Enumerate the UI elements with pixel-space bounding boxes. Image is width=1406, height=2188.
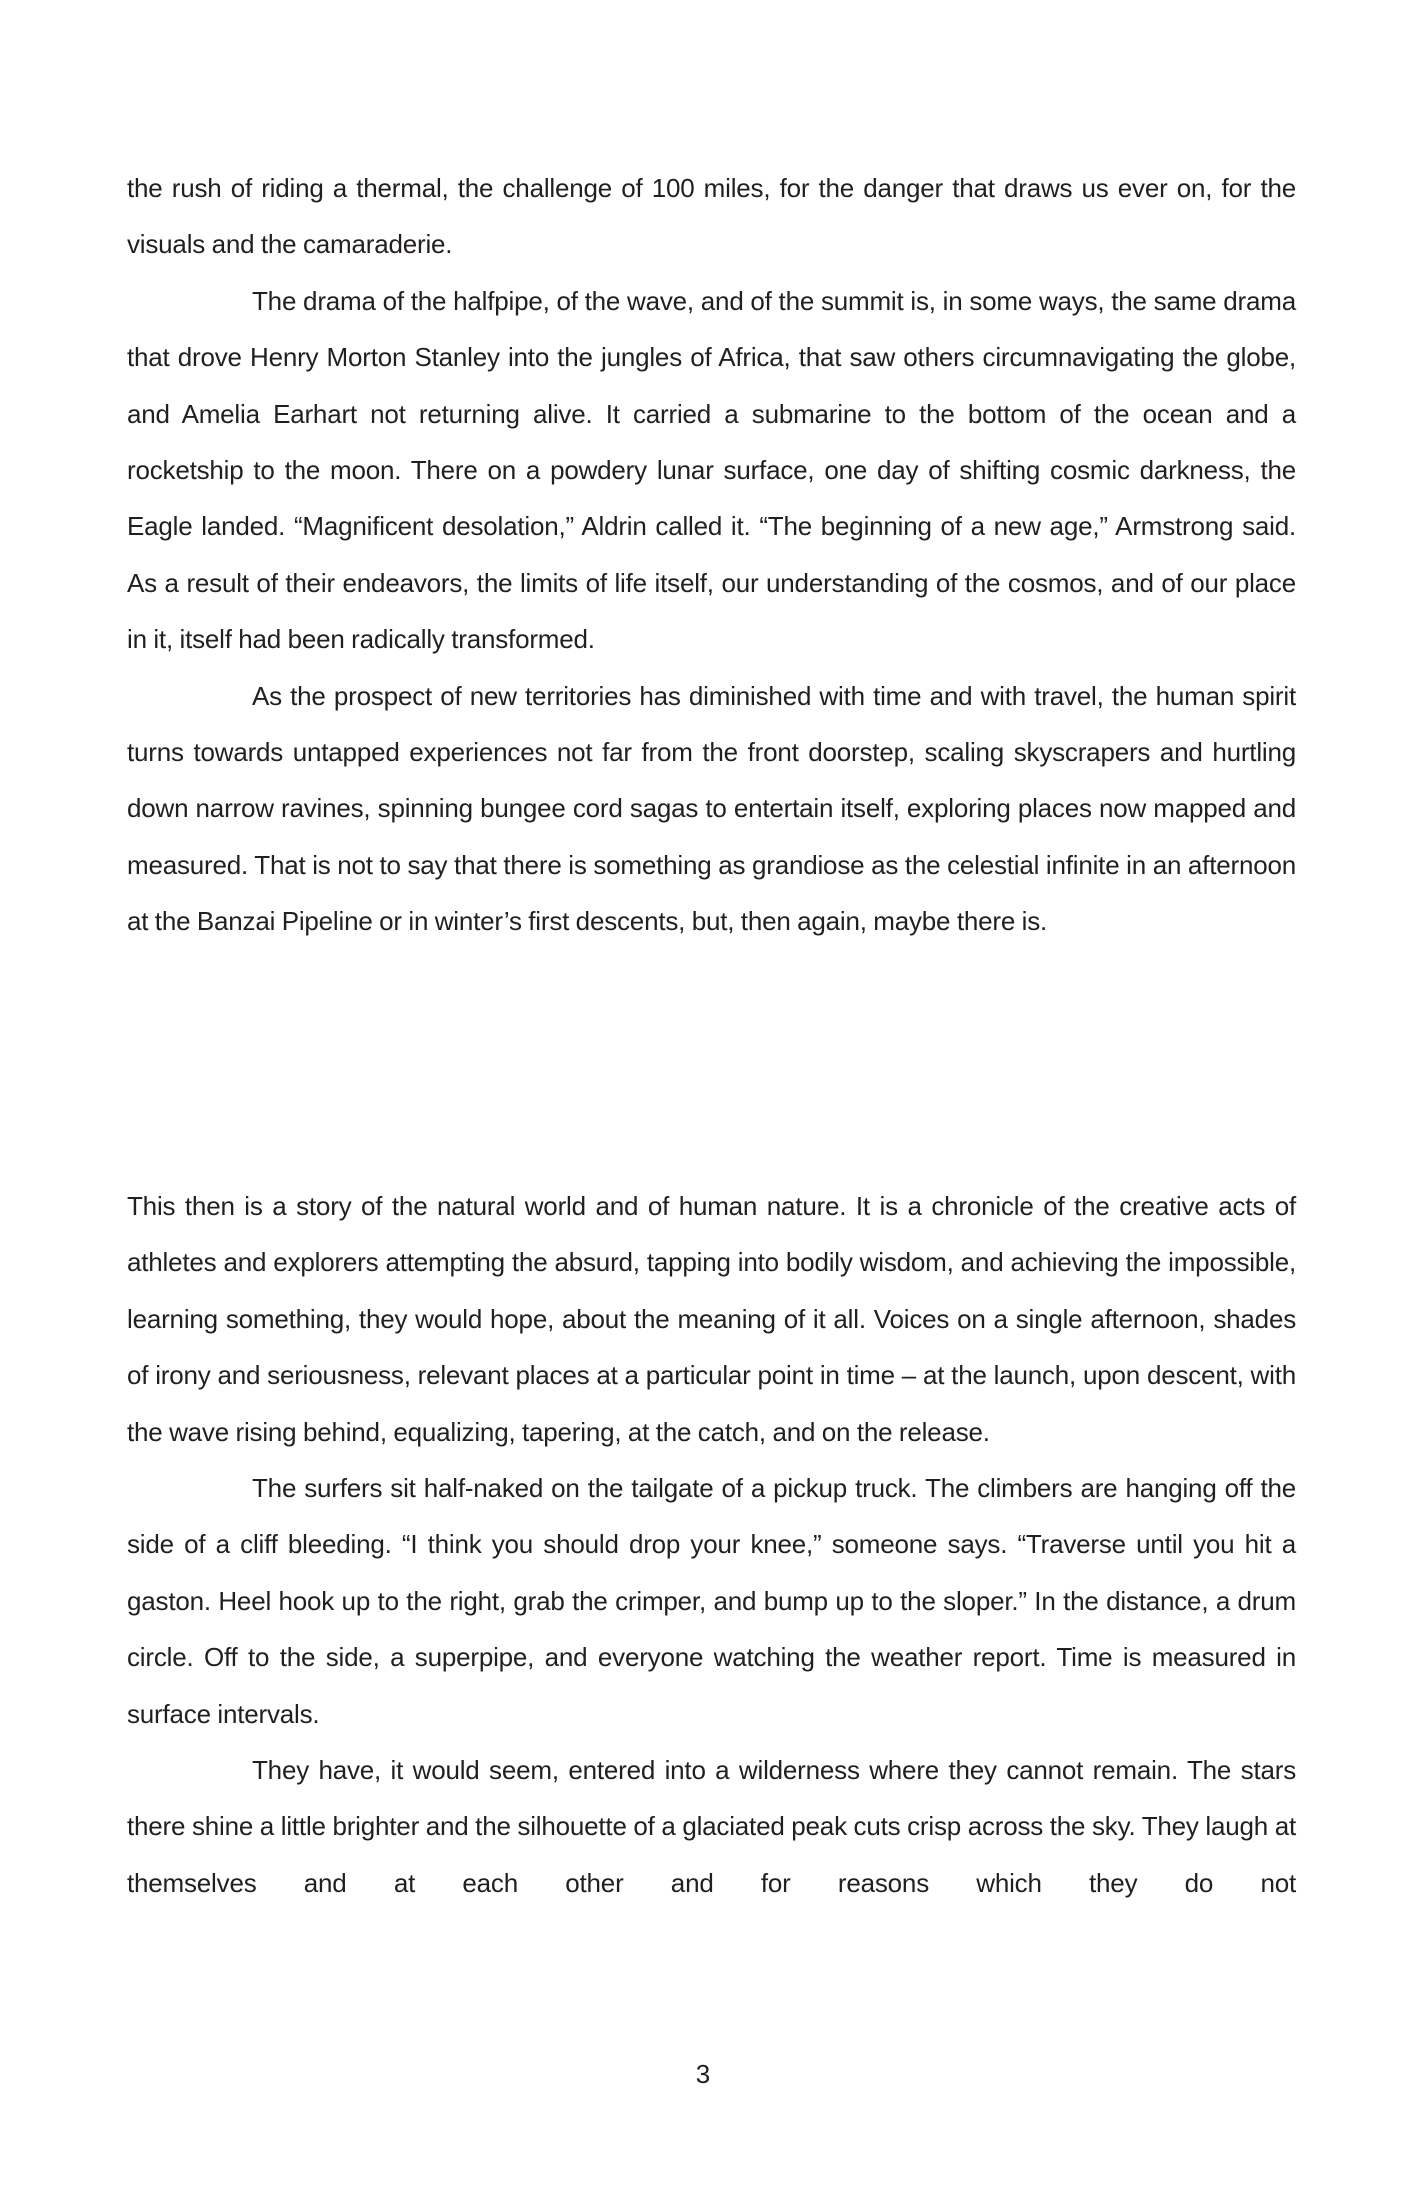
document-page — [127, 0, 1296, 2188]
paragraph-halfpipe-drama: The drama of the halfpipe, of the wave, and of the summit is, in some ways, the same drama that drove Henry Morton Stanley into the jungles of Africa, that saw others circumnavigating the globe, and Amelia Earhart not returning alive. It carried a submarine to the bottom of the ocean and a rocketship to the moon. There on a powdery lunar surface, one day of shifting cosmic darkness, the Eagle landed. “Magnificent desolation,” Aldrin called it. “The beginning of a new age,” Armstrong said. As a result of their endeavors, the limits of life itself, our understanding of the cosmos, and of our place in it, itself had been radically transformed. — [127, 285, 1296, 655]
paragraph-new-territories: As the prospect of new territories has diminished with time and with travel, the human spirit turns towards untapped experiences not far from the front doorstep, scaling skyscrapers and hurtling down narrow ravines, spinning bungee cord sagas to entertain itself, exploring places now mapped and measured. That is not to say that there is something as grandiose as the celestial infinite in an afternoon at the Banzai Pipeline or in winter’s first descents, but, then again, maybe there is. — [127, 680, 1296, 937]
page-number: 3 — [695, 2059, 711, 2089]
text-section-one — [127, 160, 1296, 950]
paragraph-story-intro: This then is a story of the natural world and of human nature. It is a chronicle of the creative acts of athletes and explorers attempting the absurd, tapping into bodily wisdom, and achieving the impossible, learning something, they would hope, about the meaning of it all. Voices on a single afternoon, shades of irony and seriousness, relevant places at a particular point in time – at the launch, upon descent, with the wave rising behind, equalizing, tapering, at the catch, and on the release. — [127, 1191, 1296, 1447]
paragraph-surfers-climbers: The surfers sit half-naked on the tailgate of a pickup truck. The climbers are hanging off the side of a cliff bleeding. “I think you should drop your knee,” someone says. “Traverse until you hit a gaston. Heel hook up to the right, grab the crimper, and bump up to the sloper.” In the distance, a drum circle. Off to the side, a superpipe, and everyone watching the weather report. Time is measured in surface intervals. — [127, 1473, 1296, 1729]
text-section-two — [127, 1178, 1296, 1911]
paragraph-wilderness: They have, it would seem, entered into a wilderness where they cannot remain. The stars there shine a little brighter and the silhouette of a glaciated peak cuts crisp across the sky. They laugh at themselves and at each other and for reasons which they do not — [127, 1755, 1296, 1898]
paragraph-continuation: the rush of riding a thermal, the challenge of 100 miles, for the danger that draws us ever on, for the visuals and the camaraderie. — [127, 173, 1296, 260]
